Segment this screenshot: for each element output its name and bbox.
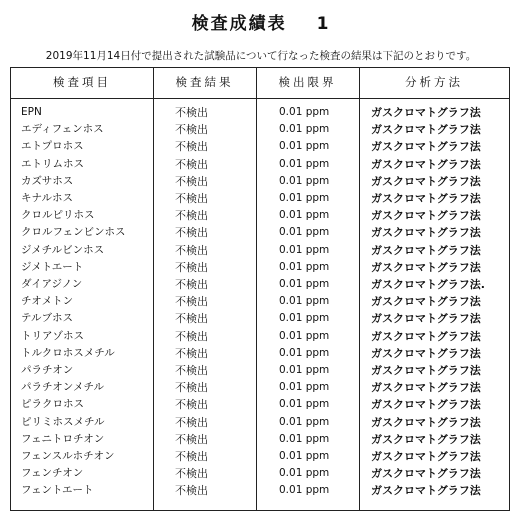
table-row [11, 396, 509, 413]
document-title-number: 1 [316, 14, 331, 34]
cell-detection-limit: 0.01 ppm [279, 174, 330, 187]
table-row [11, 224, 509, 241]
cell-test-result: 不検出 [175, 484, 208, 498]
table-row [11, 465, 509, 482]
cell-analysis-method: ガスクロマトグラフ法 [371, 364, 481, 377]
cell-analysis-method: ガスクロマトグラフ法 [371, 243, 481, 257]
cell-detection-limit: 0.01 ppm [279, 278, 330, 290]
cell-test-item: クロルピリホス [21, 209, 95, 222]
cell-analysis-method: ガスクロマトグラフ法 [371, 140, 481, 154]
cell-test-result: 不検出 [175, 226, 208, 240]
cell-analysis-method: ガスクロマトグラフ法 [371, 398, 481, 412]
cell-test-item: カズサホス [21, 174, 74, 187]
cell-detection-limit: 0.01 ppm [279, 432, 330, 445]
cell-test-item: ピラクロホス [21, 398, 84, 411]
cell-test-item: ジメトエート [21, 260, 84, 273]
header-detection-limit: 検出限界 [278, 75, 337, 89]
cell-analysis-method: ガスクロマトグラフ法 [371, 484, 481, 498]
cell-analysis-method: ガスクロマトグラフ法 [371, 123, 481, 137]
cell-test-item: フェントエート [21, 484, 94, 497]
cell-analysis-method: ガスクロマトグラフ法 [371, 415, 481, 429]
table-row [11, 328, 509, 345]
cell-detection-limit: 0.01 ppm [279, 140, 330, 153]
cell-test-item: ピリミホスメチル [21, 415, 105, 428]
cell-analysis-method: ガスクロマトグラフ法 [371, 260, 481, 274]
cell-test-result: 不検出 [175, 329, 208, 343]
cell-analysis-method: ガスクロマトグラフ法 [371, 450, 481, 463]
document-title [0, 9, 522, 34]
cell-detection-limit: 0.01 ppm [279, 260, 330, 273]
cell-analysis-method: ガスクロマトグラフ法 [371, 174, 481, 188]
cell-test-result: 不検出 [175, 415, 208, 429]
cell-test-item: フェンチオン [21, 467, 84, 480]
cell-test-result: 不検出 [175, 295, 208, 309]
cell-test-result: 不検出 [175, 209, 208, 223]
cell-detection-limit: 0.01 ppm [279, 312, 330, 325]
table-row [11, 207, 509, 224]
cell-analysis-method: ガスクロマトグラフ法 [371, 157, 481, 171]
table-row [11, 259, 509, 276]
cell-test-result: 不検出 [175, 346, 208, 360]
cell-test-item: エトプロホス [21, 140, 84, 153]
cell-test-item: エトリムホス [21, 157, 84, 170]
cell-test-item: テルブホス [21, 312, 73, 325]
cell-test-result: 不検出 [175, 243, 208, 257]
cell-analysis-method: ガスクロマトグラフ法 [371, 192, 481, 205]
table-row [11, 431, 509, 448]
cell-test-result: 不検出 [175, 467, 208, 481]
cell-test-item: ダイアジノン [21, 278, 83, 290]
cell-analysis-method: ガスクロマトグラフ法. [371, 278, 485, 291]
cell-analysis-method: ガスクロマトグラフ法 [371, 209, 481, 223]
cell-detection-limit: 0.01 ppm [279, 106, 330, 118]
table-row [11, 276, 509, 293]
cell-analysis-method: ガスクロマトグラフ法 [371, 329, 481, 343]
cell-detection-limit: 0.01 ppm [279, 484, 330, 497]
table-row [11, 156, 509, 173]
cell-test-item: ジメチルビンホス [21, 243, 105, 256]
cell-test-result: 不検出 [175, 312, 208, 326]
cell-detection-limit: 0.01 ppm [279, 467, 330, 480]
table-row [11, 345, 509, 362]
cell-test-result: 不検出 [175, 398, 208, 412]
cell-detection-limit: 0.01 ppm [279, 398, 330, 411]
table-row [11, 173, 509, 190]
cell-test-item: エディフェンホス [21, 123, 104, 136]
cell-test-item: キナルホス [21, 192, 73, 204]
cell-detection-limit: 0.01 ppm [279, 329, 330, 342]
cell-test-result: 不検出 [175, 260, 208, 274]
header-analysis-method: 分析方法 [405, 75, 463, 89]
cell-test-result: 不検出 [175, 432, 208, 446]
table-row [11, 310, 509, 327]
cell-analysis-method: ガスクロマトグラフ法 [371, 312, 481, 326]
table-row [11, 448, 509, 465]
table-row [11, 104, 509, 121]
cell-detection-limit: 0.01 ppm [279, 192, 330, 204]
cell-detection-limit: 0.01 ppm [279, 226, 330, 239]
cell-test-result: 不検出 [175, 364, 208, 377]
intro-text: 2019年11月14日付で提出された試験品について行なった検査の結果は下記のとおりです。 [45, 50, 477, 62]
cell-analysis-method: ガスクロマトグラフ法 [371, 467, 481, 481]
cell-detection-limit: 0.01 ppm [279, 364, 330, 376]
cell-test-item: フェニトロチオン [21, 432, 105, 445]
cell-test-item: EPN [21, 106, 42, 118]
header-test-item: 検査項目 [53, 75, 111, 89]
cell-detection-limit: 0.01 ppm [279, 346, 330, 359]
cell-test-result: 不検出 [175, 140, 208, 154]
cell-analysis-method: ガスクロマトグラフ法 [371, 381, 481, 395]
cell-test-item: トルクロホスメチル [21, 346, 115, 359]
cell-test-item: パラチオン [21, 364, 74, 376]
table-row [11, 121, 509, 138]
cell-test-result: 不検出 [175, 174, 208, 188]
cell-detection-limit: 0.01 ppm [279, 450, 330, 462]
cell-test-result: 不検出 [175, 157, 208, 171]
table-row [11, 190, 509, 207]
header-test-result: 検査結果 [175, 75, 234, 89]
table-row [11, 379, 509, 396]
document-title-text: 検査成績表 [191, 14, 287, 34]
cell-test-result: 不検出 [175, 278, 208, 291]
cell-test-item: チオメトン [21, 295, 74, 308]
table-row [11, 138, 509, 155]
table-row [11, 293, 509, 310]
cell-analysis-method: ガスクロマトグラフ法 [371, 226, 481, 240]
table-row [11, 242, 509, 259]
cell-analysis-method: ガスクロマトグラフ法 [371, 346, 481, 360]
results-table [10, 67, 510, 511]
cell-test-item: クロルフェンビンホス [21, 226, 126, 239]
cell-analysis-method: ガスクロマトグラフ法 [371, 295, 481, 309]
table-row [11, 414, 509, 431]
cell-test-item: パラチオンメチル [21, 381, 104, 394]
cell-test-result: 不検出 [175, 192, 208, 205]
table-row [11, 482, 509, 499]
cell-detection-limit: 0.01 ppm [279, 157, 330, 170]
cell-test-result: 不検出 [175, 123, 208, 137]
cell-detection-limit: 0.01 ppm [279, 123, 330, 136]
cell-detection-limit: 0.01 ppm [279, 381, 330, 394]
cell-analysis-method: ガスクロマトグラフ法 [371, 432, 481, 446]
table-header [11, 68, 509, 99]
cell-test-item: トリアゾホス [21, 329, 84, 342]
cell-analysis-method: ガスクロマトグラフ法 [371, 106, 481, 119]
cell-test-item: フェンスルホチオン [21, 450, 115, 462]
table-row [11, 362, 509, 379]
cell-detection-limit: 0.01 ppm [279, 243, 330, 256]
cell-test-result: 不検出 [175, 450, 208, 463]
cell-detection-limit: 0.01 ppm [279, 209, 330, 222]
cell-test-result: 不検出 [175, 106, 208, 119]
cell-test-result: 不検出 [175, 381, 208, 395]
cell-detection-limit: 0.01 ppm [279, 415, 330, 428]
cell-detection-limit: 0.01 ppm [279, 295, 330, 308]
